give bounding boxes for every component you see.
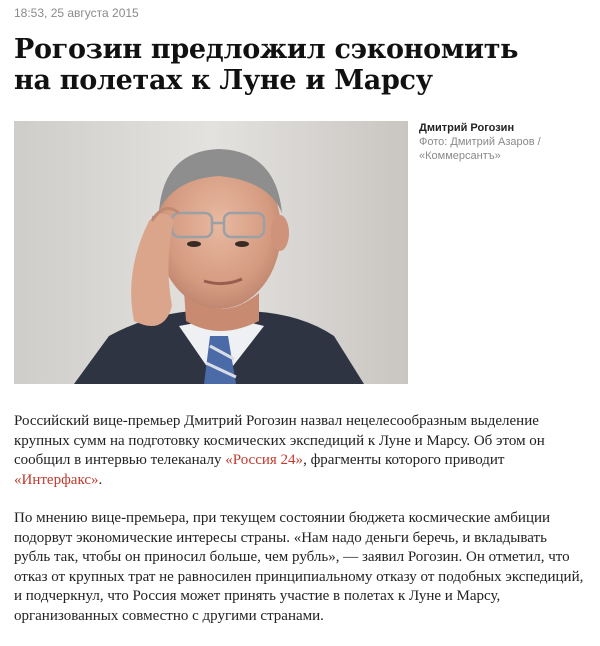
headline-line-1: Рогозин предложил сэкономить xyxy=(14,34,519,65)
p1-text-after: . xyxy=(98,471,103,488)
p1-text-middle: , фрагменты которого приводит xyxy=(303,452,505,468)
article-body xyxy=(14,412,586,645)
caption-name: Дмитрий Рогозин xyxy=(419,122,515,134)
link-russia-24[interactable]: «Россия 24» xyxy=(225,452,304,468)
caption-credit-line-2: «Коммерсантъ» xyxy=(419,150,501,162)
paragraph-1 xyxy=(14,412,586,490)
photo-caption xyxy=(419,121,589,163)
paragraph-2: По мнению вице-премьера, при текущем состоянии бюджета космические амбиции подорвут экономические интересы страны. «Нам надо деньги беречь, и вкладывать рубль так, чтобы он приносил больше, чем рубль», — заявил Рогозин. Он отметил, что отказ от крупных трат не равносилен принципиальному отказу от подобных экспедиций, и подчеркнул, что Россия может принять участие в полетах к Луне и Марсу, организованных совместно с другими странами. xyxy=(14,510,584,624)
p1-text-before: Российский вице-премьер Дмитрий Рогозин назвал нецелесообразным выделение крупных сумм на подготовку космических экспедиций к Луне и Марсу. Об этом он сообщил в интервью телеканалу xyxy=(14,413,545,468)
portrait-image xyxy=(14,121,408,384)
publish-timestamp: 18:53, 25 августа 2015 xyxy=(14,6,139,20)
caption-credit-line-1: Фото: Дмитрий Азаров / xyxy=(419,136,541,148)
article-photo[interactable] xyxy=(14,121,408,384)
article-headline xyxy=(14,34,574,96)
link-interfax[interactable]: «Интерфакс» xyxy=(14,471,99,488)
headline-line-2: на полетах к Луне и Марсу xyxy=(14,65,433,96)
